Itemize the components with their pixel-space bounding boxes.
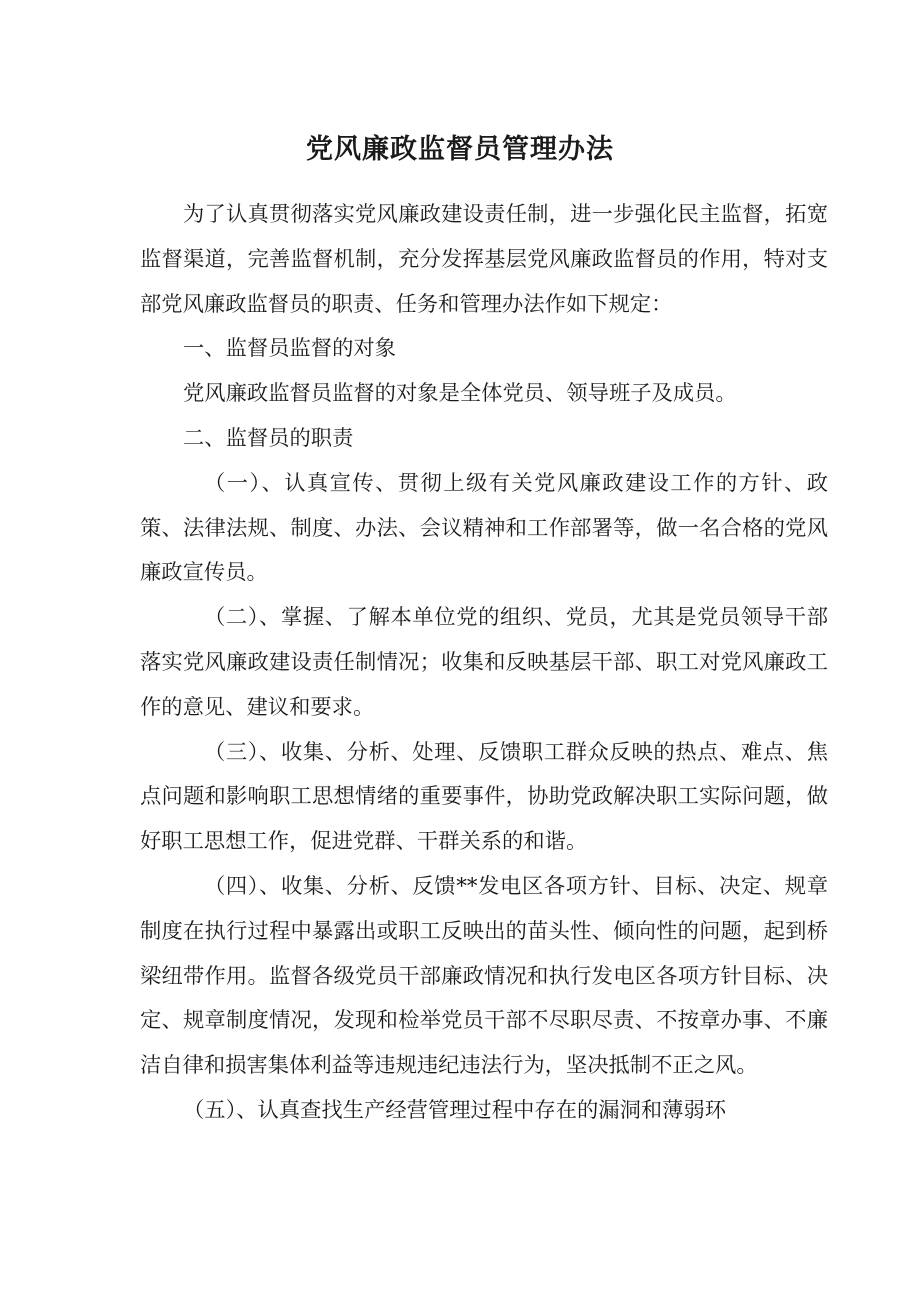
document-title: 党风廉政监督员管理办法 <box>306 134 614 165</box>
section-objects-body: 党风廉政监督员监督的对象是全体党员、领导班子及成员。 <box>183 381 737 407</box>
duty-item-3: （三）、收集、分析、处理、反馈职工群众反映的热点、难点、焦点问题和影响职工思想情绪的重要事件，协助党政解决职工实际问题，做好职工思想工作，促进党群、干群关系的和谐。 <box>140 739 828 855</box>
duty-item-5: （五）、认真查找生产经营管理过程中存在的漏洞和薄弱环 <box>183 1097 727 1123</box>
document-body <box>140 193 828 1134</box>
duty-item-4: （四）、收集、分析、反馈**发电区各项方针、目标、决定、规章制度在执行过程中暴露出或职工反映出的苗头性、倾向性的问题，起到桥梁纽带作用。监督各级党员干部廉政情况和执行发电区各项方针目标、决定、规章制度情况，发现和检举党员干部不尽职尽责、不按章办事、不廉洁自律和损害集体利益等违规违纪违法行为，坚决抵制不正之风。 <box>140 873 828 1079</box>
duty-item-2: （二）、掌握、了解本单位党的组织、党员，尤其是党员领导干部落实党风廉政建设责任制情况；收集和反映基层干部、职工对党风廉政工作的意见、建议和要求。 <box>140 605 828 720</box>
duty-item-1: （一）、认真宣传、贯彻上级有关党风廉政建设工作的方针、政策、法律法规、制度、办法、会议精神和工作部署等，做一名合格的党风廉政宣传员。 <box>140 470 828 586</box>
section-heading-duties: 二、监督员的职责 <box>183 425 354 451</box>
section-heading-objects: 一、监督员监督的对象 <box>183 336 396 362</box>
intro-paragraph: 为了认真贯彻落实党风廉政建设责任制，进一步强化民主监督，拓宽监督渠道，完善监督机制，充分发挥基层党风廉政监督员的作用，特对支部党风廉政监督员的职责、任务和管理办法作如下规定： <box>140 202 828 317</box>
